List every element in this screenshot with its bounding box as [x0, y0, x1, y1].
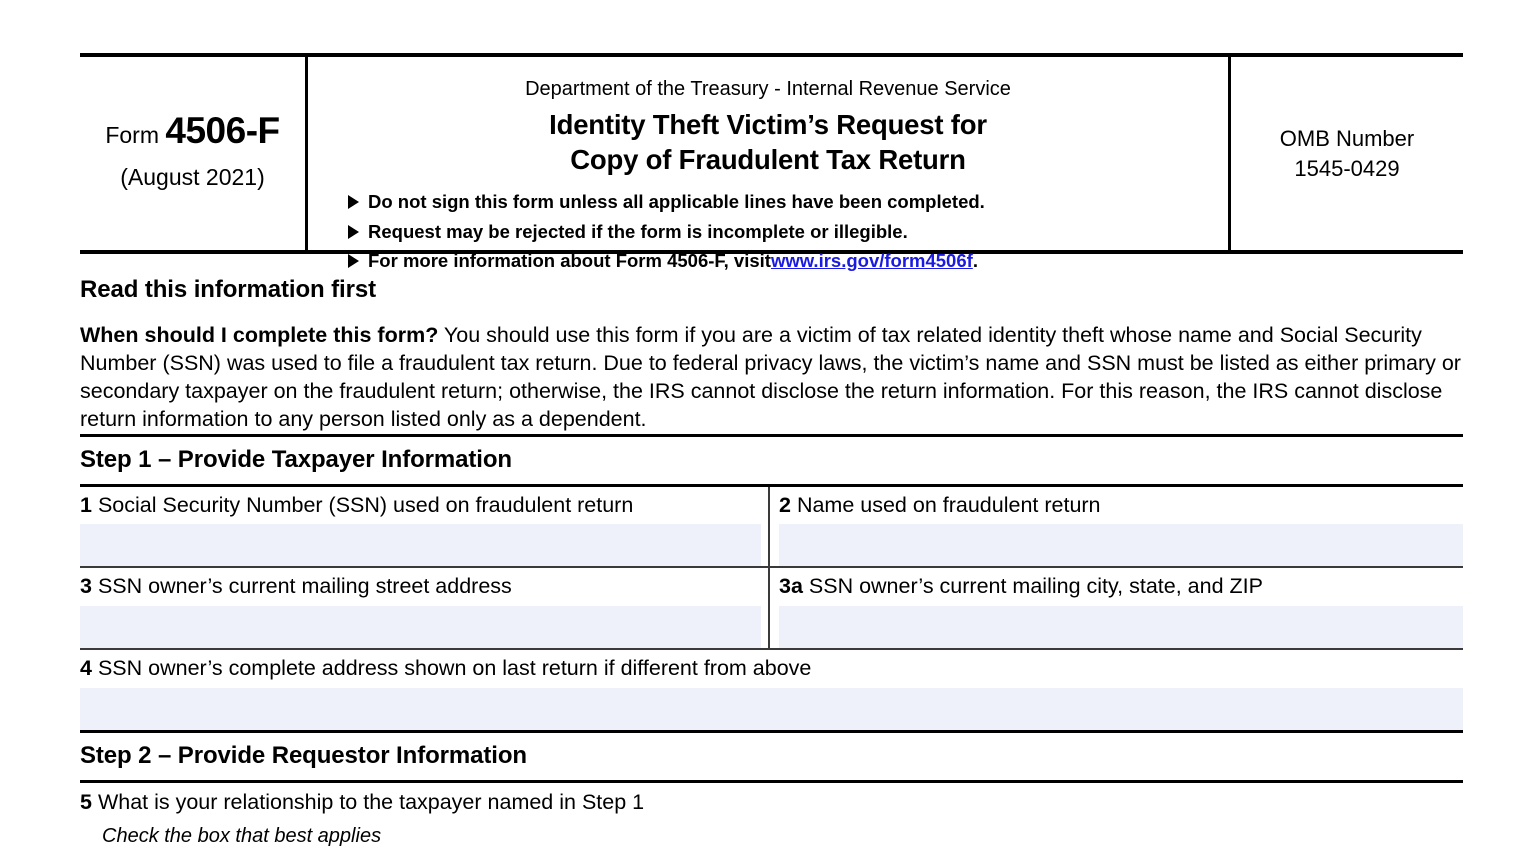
form-header-table — [80, 53, 1463, 271]
field-4-label — [80, 656, 1463, 682]
header-bullet-list — [322, 187, 1214, 275]
field-3-label — [80, 574, 761, 600]
field-4-text: SSN owner’s complete address shown on last return if different from above — [91, 656, 812, 681]
triangle-bullet-icon — [348, 225, 359, 239]
field-3a-label — [779, 574, 1463, 600]
form-sheet — [80, 0, 1463, 848]
triangle-bullet-icon — [348, 195, 359, 209]
step1-heading: Step 1 – Provide Taxpayer Information — [80, 445, 512, 473]
field-4-number: 4 — [80, 656, 92, 681]
name-input[interactable] — [779, 524, 1463, 566]
field-row-2 — [80, 568, 1463, 650]
read-first-heading: Read this information first — [80, 276, 376, 303]
field-3a-number: 3a — [779, 574, 803, 599]
step1-fields — [80, 487, 1463, 733]
form-title-line-2: Copy of Fraudulent Tax Return — [570, 144, 966, 176]
header-bullet-2 — [348, 217, 1214, 246]
ssn-input[interactable] — [80, 524, 761, 566]
field-2-label — [779, 493, 1463, 519]
header-bullet-1-text: Do not sign this form unless all applicable lines have been completed. — [368, 191, 985, 213]
street-address-input[interactable] — [80, 606, 761, 648]
step2-heading: Step 2 – Provide Requestor Information — [80, 742, 527, 770]
read-first-paragraph — [80, 321, 1463, 434]
triangle-bullet-icon — [348, 254, 359, 268]
header-bullet-1 — [348, 187, 1214, 216]
field-3-number: 3 — [80, 574, 92, 599]
read-first-body: You should use this form if you are a victim of tax related identity theft whose name and Social Security Number (SSN) was used to file a fraudulent tax return. Due to federal privacy laws, the victim’s name and SSN must be listed as either primary or secondary taxpayer on the fraudulent return; otherwise, the IRS cannot disclose the return information. For this reason, the IRS cannot disclose return information to any person listed only as a dependent. — [80, 323, 1461, 432]
header-bullet-3-prefix: For more information about Form 4506-F, visit — [368, 249, 771, 271]
field-row-3 — [80, 650, 1463, 733]
field-cell-ssn — [80, 487, 770, 567]
header-bullet-2-text: Request may be rejected if the form is incomplete or illegible. — [368, 220, 908, 242]
field-1-label — [80, 493, 761, 519]
form-title-line-1: Identity Theft Victim’s Request for — [549, 109, 987, 140]
form-number: 4506-F — [165, 109, 280, 151]
city-state-zip-input[interactable] — [779, 606, 1463, 648]
field-3-text: SSN owner’s current mailing street address — [91, 574, 512, 599]
field-cell-city-state-zip — [770, 568, 1463, 648]
omb-number: 1545-0429 — [1294, 155, 1400, 181]
form-word-label: Form — [105, 121, 160, 148]
header-bullet-3-suffix: . — [972, 249, 978, 271]
question-5-label — [80, 790, 1463, 816]
department-line: Department of the Treasury - Internal Revenue Service — [525, 78, 1011, 100]
omb-block — [1280, 124, 1414, 183]
question-5 — [80, 783, 1463, 848]
field-cell-street-address — [80, 568, 770, 648]
field-1-number: 1 — [80, 492, 92, 517]
omb-label: OMB Number — [1279, 125, 1415, 151]
form-title-cell — [308, 57, 1231, 271]
field-2-text: Name used on fraudulent return — [790, 492, 1101, 517]
last-return-address-input[interactable] — [80, 688, 1463, 730]
form-title — [322, 107, 1214, 177]
header-bullet-3 — [348, 246, 1214, 275]
irs-form4506f-link[interactable]: www.irs.gov/form4506f — [770, 249, 973, 271]
form-revision-date: (August 2021) — [120, 164, 265, 191]
field-3a-text: SSN owner’s current mailing city, state, and ZIP — [802, 574, 1263, 599]
question-5-instruction: Check the box that best applies — [102, 824, 382, 847]
field-1-text: Social Security Number (SSN) used on fraudulent return — [91, 492, 634, 517]
field-cell-name — [770, 487, 1463, 567]
field-row-1 — [80, 487, 1463, 569]
question-5-text: What is your relationship to the taxpayer named in Step 1 — [91, 790, 645, 815]
form-identity-cell — [80, 57, 308, 250]
form-number-line — [105, 110, 279, 153]
field-2-number: 2 — [779, 492, 791, 517]
omb-cell — [1231, 57, 1463, 250]
read-first-question: When should I complete this form? — [80, 323, 439, 347]
question-5-number: 5 — [80, 790, 92, 815]
field-cell-last-return-address — [80, 650, 1463, 730]
